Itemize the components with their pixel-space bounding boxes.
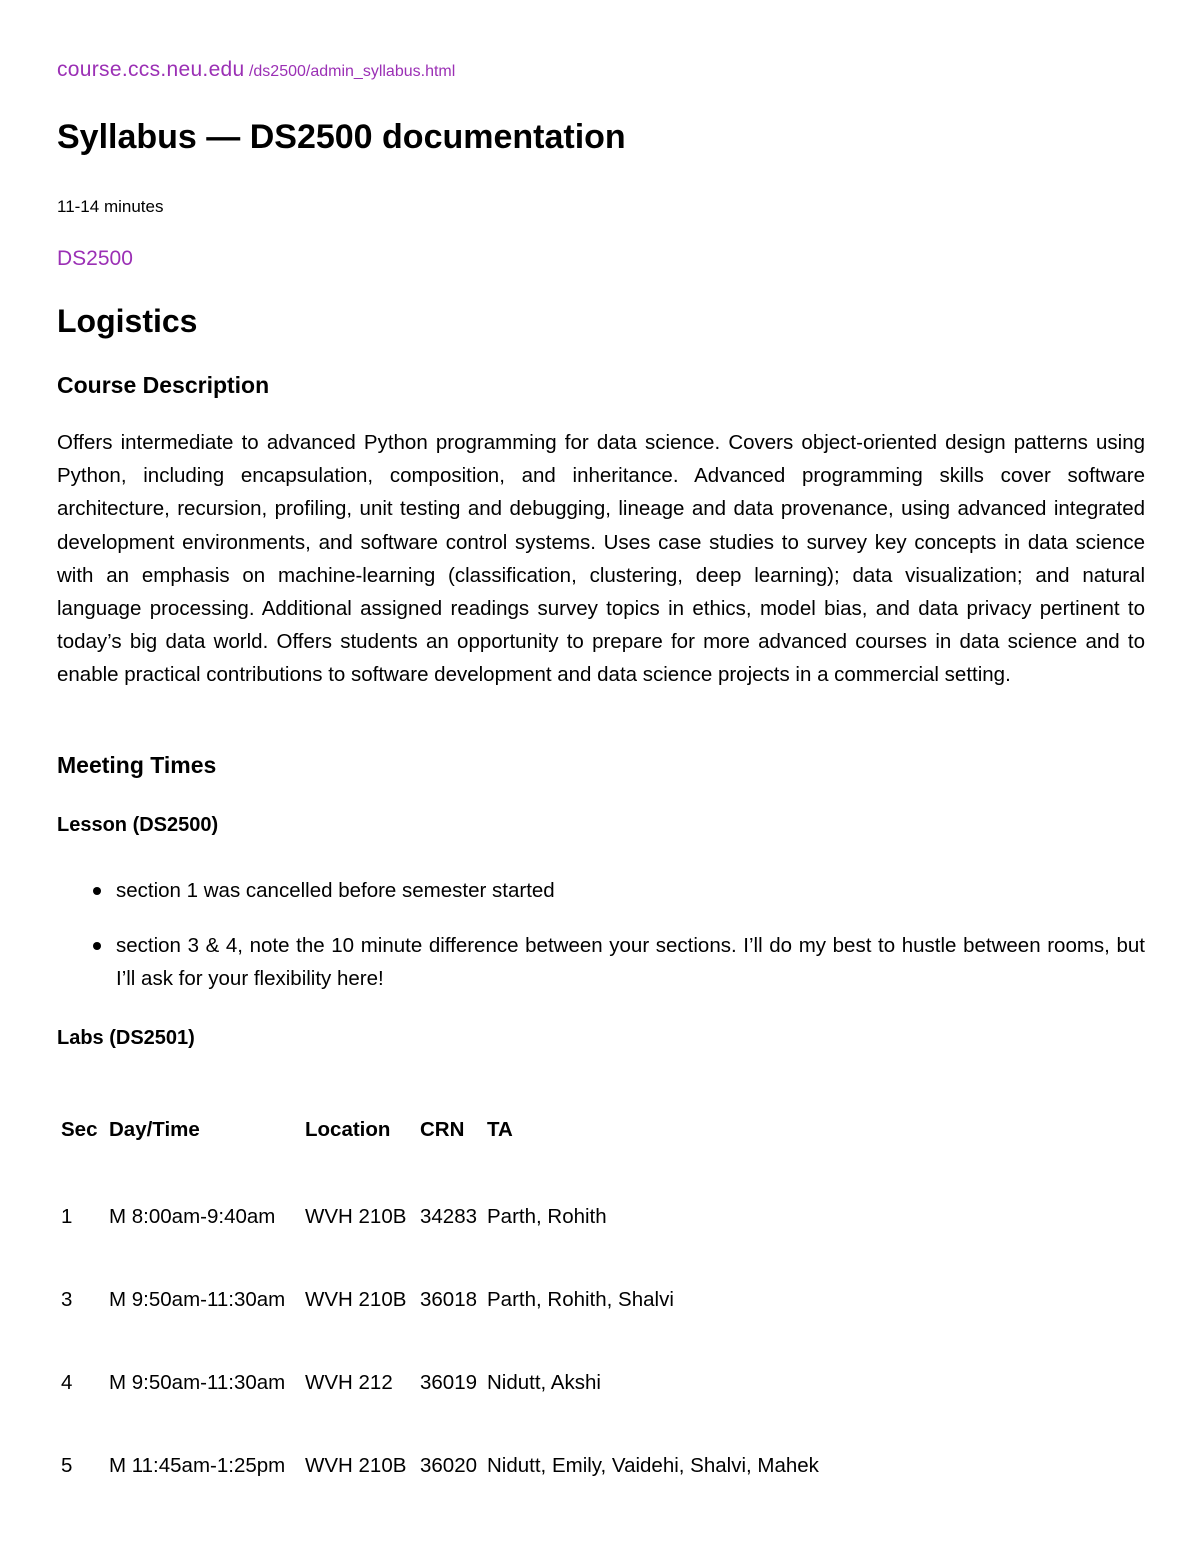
cell-location: WVH 212 [305,1370,393,1394]
heading-course-description: Course Description [57,372,270,398]
cell-day-time: M 9:50am-11:30am [109,1287,286,1311]
list-item-text: section 1 was cancelled before semester started [116,879,555,902]
list-item-text: section 3 & 4, note the 10 minute difference between your sections. I’ll do my best to hustle between rooms, but I’ll ask for your flexibility here! [116,933,1145,990]
cell-ta: Parth, Rohith, Shalvi [487,1287,674,1311]
table-row [57,1424,819,1507]
heading-logistics: Logistics [57,303,198,339]
list-item [57,929,1145,996]
source-url[interactable] [57,58,455,82]
column-header-sec: Sec [61,1118,98,1141]
cell-location: WVH 210B [305,1453,407,1477]
cell-ta: Parth, Rohith [487,1204,607,1228]
cell-ta: Nidutt, Emily, Vaidehi, Shalvi, Mahek [487,1453,819,1477]
source-path[interactable]: /ds2500/admin_syllabus.html [244,63,456,80]
heading-meeting-times: Meeting Times [57,752,217,778]
cell-day-time: M 11:45am-1:25pm [109,1453,286,1477]
column-header-day-time: Day/Time [109,1118,200,1141]
cell-sec: 4 [61,1370,73,1394]
course-description-text: Offers intermediate to advanced Python programming for data science. Covers object-oriented design patterns using Python, including encapsulation, composition, and inheritance. Advanced programming skills cover software architecture, recursion, profiling, unit testing and debugging, lineage and data provenance, using advanced integrated development environments, and software control systems. Uses case studies to survey key concepts in data science with an emphasis on machine-learning (classification, clustering, deep learning); data visualization; and natural language processing. Additional assigned readings survey topics in ethics, model bias, and data privacy pertinent to today’s big data world. Offers students an opportunity to prepare for more advanced courses in data science and to enable practical contributions to software development and data science projects in a commercial setting. [57,431,1145,687]
table-row [57,1175,819,1258]
cell-sec: 3 [61,1287,73,1311]
table-row [57,1341,819,1424]
cell-crn: 34283 [420,1204,478,1228]
cell-crn: 36019 [420,1370,478,1394]
source-domain[interactable]: course.ccs.neu.edu [57,58,245,81]
heading-labs: Labs (DS2501) [57,1027,195,1049]
cell-crn: 36020 [420,1453,478,1477]
cell-location: WVH 210B [305,1287,407,1311]
lesson-bullet-list [57,874,1145,1017]
cell-crn: 36018 [420,1287,478,1311]
column-header-ta: TA [487,1118,513,1141]
list-item [57,874,1145,908]
column-header-location: Location [305,1118,391,1141]
cell-sec: 1 [61,1204,73,1228]
cell-location: WVH 210B [305,1204,407,1228]
table-header-row [57,1085,819,1175]
bullet-icon [93,887,101,895]
table-row [57,1258,819,1341]
cell-sec: 5 [61,1453,73,1477]
page-title: Syllabus — DS2500 documentation [57,118,626,156]
heading-lesson: Lesson (DS2500) [57,814,219,836]
labs-table [57,1085,819,1507]
cell-ta: Nidutt, Akshi [487,1370,601,1394]
cell-day-time: M 9:50am-11:30am [109,1370,286,1394]
cell-day-time: M 8:00am-9:40am [109,1204,276,1228]
read-time: 11-14 minutes [57,197,164,216]
bullet-icon [93,942,101,950]
column-header-crn: CRN [420,1118,465,1141]
breadcrumb-ds2500-link[interactable]: DS2500 [57,247,133,270]
